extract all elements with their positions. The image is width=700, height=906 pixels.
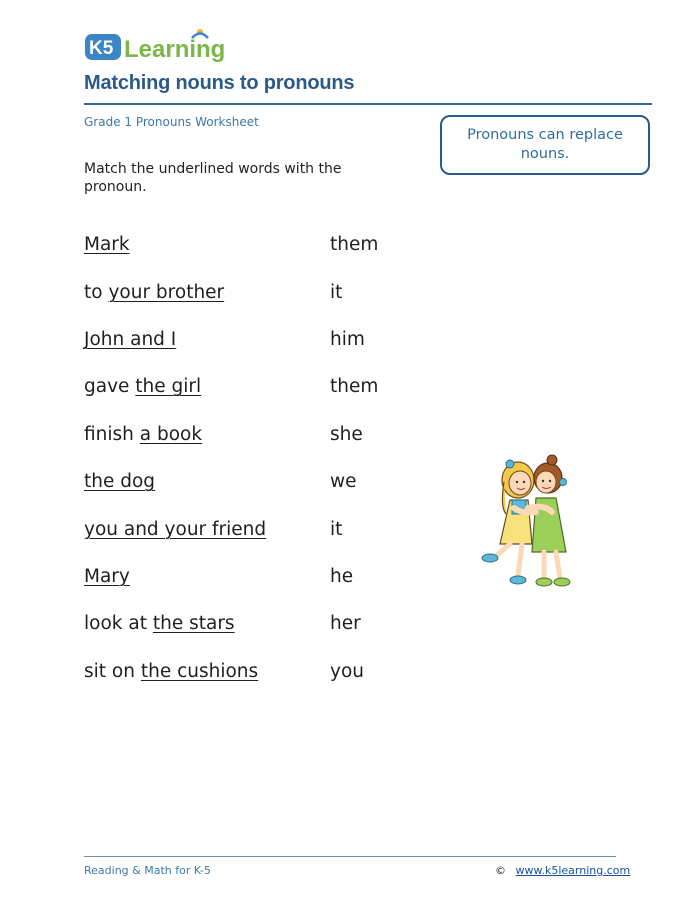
row-prefix: to	[84, 282, 109, 303]
pronoun-option: it	[330, 519, 343, 540]
pronoun-option: him	[330, 329, 365, 350]
underlined-noun: Mary	[84, 566, 130, 587]
page-title: Matching nouns to pronouns	[84, 72, 355, 94]
list-item	[84, 518, 404, 542]
k5-learning-logo	[84, 26, 234, 66]
underlined-noun: a book	[139, 424, 203, 445]
underlined-noun: John and I	[84, 329, 177, 350]
underlined-noun: your brother	[108, 282, 225, 303]
underlined-noun: the dog	[84, 471, 156, 492]
footer-copyright	[495, 864, 630, 877]
title-divider	[84, 103, 652, 105]
svg-text:K5: K5	[89, 38, 114, 59]
list-item	[84, 612, 404, 636]
underlined-noun: the stars	[152, 613, 235, 634]
underlined-noun: the cushions	[140, 661, 259, 682]
list-item	[84, 281, 404, 305]
worksheet-subtitle: Grade 1 Pronouns Worksheet	[84, 115, 259, 129]
footer-divider	[84, 856, 616, 857]
pronoun-option: you	[330, 661, 364, 682]
website-link[interactable]: www.k5learning.com	[515, 864, 631, 877]
pronoun-option: it	[330, 282, 343, 303]
pronoun-option: them	[330, 234, 379, 255]
pronoun-option: we	[330, 471, 357, 492]
instructions: Match the underlined words with the pronoun.	[84, 161, 342, 195]
list-item	[84, 328, 404, 352]
pronoun-option: she	[330, 424, 363, 445]
copyright-symbol: ©	[495, 864, 506, 877]
list-item	[84, 375, 404, 399]
underlined-noun: you and your friend	[84, 519, 267, 540]
pronoun-option: them	[330, 376, 379, 397]
tip-box	[440, 115, 650, 175]
list-item	[84, 470, 404, 494]
row-prefix: sit on	[84, 661, 141, 682]
row-prefix: gave	[84, 376, 136, 397]
row-prefix: finish	[84, 424, 140, 445]
underlined-noun: Mark	[84, 234, 130, 255]
two-girls-hugging-illustration	[466, 452, 586, 592]
pronoun-option: her	[330, 613, 361, 634]
footer-tagline: Reading & Math for K-5	[84, 864, 211, 877]
tip-text: Pronouns can replace nouns.	[467, 127, 623, 162]
row-prefix: look at	[84, 613, 153, 634]
list-item	[84, 233, 404, 257]
list-item	[84, 660, 404, 684]
pronoun-option: he	[330, 566, 354, 587]
list-item	[84, 565, 404, 589]
svg-text:Learning: Learning	[124, 36, 226, 63]
underlined-noun: the girl	[135, 376, 202, 397]
list-item	[84, 423, 404, 447]
